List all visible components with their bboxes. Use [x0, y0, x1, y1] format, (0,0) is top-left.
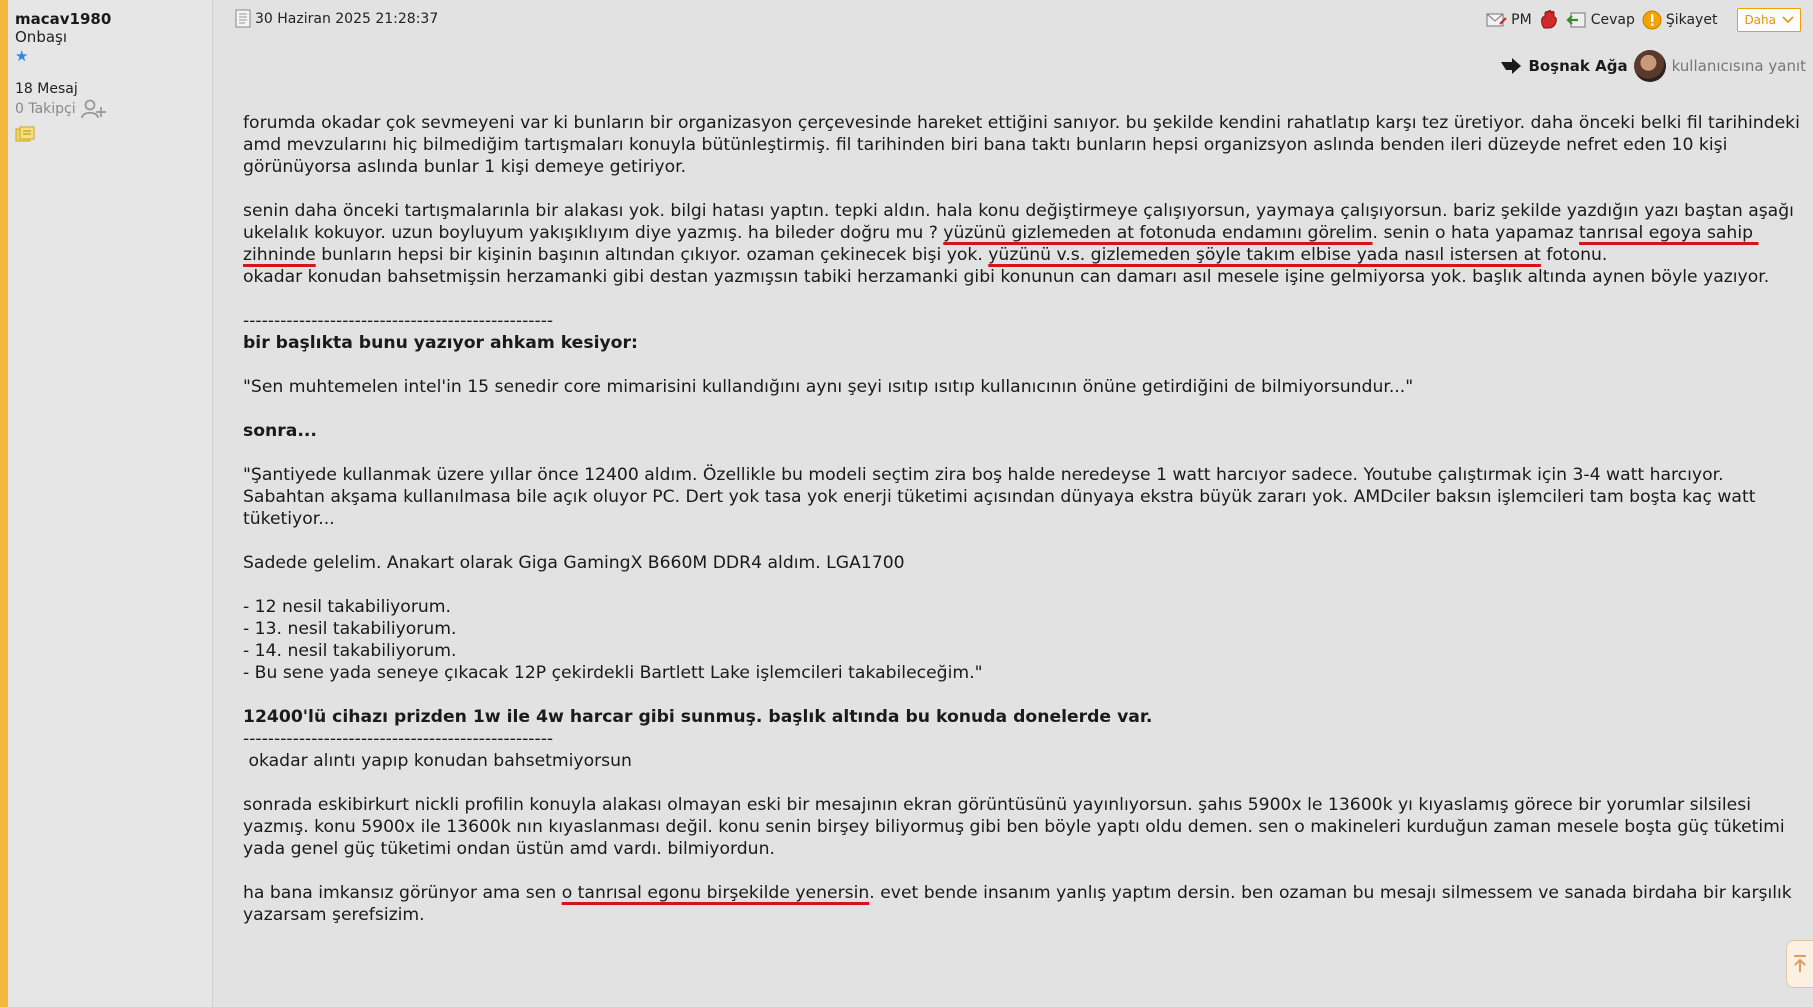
underlined-phrase-4: o tanrısal egonu birşekilde yenersin — [561, 883, 870, 903]
pm-icon — [1486, 10, 1508, 30]
post-body — [243, 112, 1806, 926]
paragraph-2-part-a: senin daha önceki tartışmalarınla bir alakası yok. bilgi hatası yaptın. tepki aldın. hala konu değiştirmeye çalışıyorsun, yaymaya çalışıyorsun. bariz şekilde yazdığın yazı baştan aşağı ukelalık kokuyor. uzun boyluyum yakışıklıyım diye yazmış. ha bileder doğru mu ? — [243, 201, 1800, 243]
chevron-down-icon — [1782, 16, 1794, 24]
reply-label: Cevap — [1590, 12, 1635, 28]
reply-target-user[interactable]: Boşnak Ağa — [1528, 57, 1628, 75]
warning-icon — [1641, 10, 1663, 30]
paragraph-6-part-b: . evet bende insanım yanlış yaptım dersin. ben ozaman bu mesajı silmessem ve sanada birdaha bir karşılık yazarsam şerefsizim. — [243, 883, 1798, 925]
reply-to-suffix: kullanıcısına yanıt — [1671, 57, 1806, 75]
rank-star-icon: ★ — [15, 47, 29, 65]
paragraph-2 — [243, 200, 1803, 266]
user-rank: Onbaşı — [15, 28, 68, 46]
post-main — [213, 0, 1813, 1007]
report-button[interactable] — [1641, 10, 1718, 30]
reply-to-line — [1500, 50, 1806, 82]
user-info-panel — [8, 0, 213, 1007]
reply-target-avatar[interactable] — [1634, 50, 1666, 82]
pm-label: PM — [1511, 12, 1532, 28]
divider-2: -------------------------------------------------- — [243, 729, 554, 749]
scroll-to-top-button[interactable] — [1786, 940, 1813, 988]
list-item-4: - Bu sene yada seneye çıkacak 12P çekirdekli Bartlett Lake işlemcileri takabileceğim." — [243, 663, 983, 683]
more-label: Daha — [1744, 13, 1776, 27]
divider-1: -------------------------------------------------- — [243, 311, 554, 331]
arrow-up-icon — [1793, 955, 1807, 973]
post-date-text: 30 Haziran 2025 21:28:37 — [255, 10, 439, 27]
report-label: Şikayet — [1665, 12, 1718, 28]
paragraph-3: okadar konudan bahsetmişsin herzamanki gibi destan yazmışsın tabiki herzamanki gibi konunun can damarı asıl mesele işine gelmiyorsa yok. başlık altında aynen böyle yazıyor. — [243, 267, 1770, 287]
paragraph-4: okadar alıntı yapıp konudan bahsetmiyorsun — [243, 751, 632, 771]
paragraph-5: sonrada eskibirkurt nickli profilin konuyla alakası olmayan eski bir mesajının ekran görüntüsünü yayınlıyorsun. şahıs 5900x le 13600k yı kıyaslamış görece bir yorumlar silsilesi yazmış. konu 5900x ile 13600k nın kıyaslanması değil. konu senin birşey biliyormuş gibi ben böyle yaptı oldu demen. sen o makineleri kurduğun zaman mesele boşta güç tüketimi yada genel güç tüketimi ondan üstün amd vardı. bilmiyordun. — [243, 795, 1791, 859]
paragraph-2-part-d: fotonu. — [1540, 245, 1608, 265]
username-link[interactable]: macav1980 — [15, 10, 112, 28]
underlined-phrase-1: yüzünü gizlemeden at fotonuda endamını görelim — [943, 223, 1373, 243]
underlined-phrase-2: tanrısal egoya sahip zihninde — [243, 223, 1759, 265]
post-actions — [1486, 8, 1801, 32]
document-icon — [235, 9, 251, 28]
list-item-1: - 12 nesil takabiliyorum. — [243, 597, 451, 617]
notes-icon[interactable] — [15, 126, 35, 144]
list-item-3: - 14. nesil takabiliyorum. — [243, 641, 457, 661]
add-follow-icon[interactable] — [80, 98, 106, 120]
more-dropdown-button[interactable] — [1737, 8, 1801, 32]
bold-heading-1: bir başlıkta bunu yazıyor ahkam kesiyor: — [243, 333, 638, 353]
paragraph-1: forumda okadar çok sevmeyeni var ki bunların bir organizasyon çerçevesinde hareket ettiğini sanıyor. bu şekilde kendini rahatlatıp karşı tez üretiyor. daha önceki belki fil tarihindeki amd mevzularını hiç bilmediğim tartışmaları konuyla bütünleştirmiş. fil tarihinden biri bana taktı bunların hepsi organizsyon aslında benden ileri düzeyde nefret eden 10 kişi görünüyorsa aslında bunlar 1 kişi demeye getiriyor. — [243, 113, 1806, 177]
paragraph-2-part-b: . senin o hata yapamaz — [1372, 223, 1580, 243]
reply-icon — [1566, 10, 1588, 30]
reply-arrow-icon — [1500, 58, 1522, 74]
underlined-phrase-3: yüzünü v.s. gizlemeden şöyle takım elbise yada nasıl istersen at — [988, 245, 1541, 265]
follower-count — [15, 98, 212, 120]
bold-heading-2: sonra... — [243, 421, 317, 441]
post-date — [235, 9, 438, 28]
block-hand-icon[interactable] — [1538, 10, 1560, 30]
follower-count-label: 0 Takipçi — [15, 101, 76, 117]
pm-button[interactable] — [1486, 10, 1532, 30]
list-item-2: - 13. nesil takabiliyorum. — [243, 619, 457, 639]
bold-heading-3: 12400'lü cihazı prizden 1w ile 4w harcar gibi sunmuş. başlık altında bu konuda donelerde var. — [243, 707, 1153, 727]
left-accent-stripe — [0, 0, 8, 1007]
reply-button[interactable] — [1566, 10, 1635, 30]
quote-3: Sadede gelelim. Anakart olarak Giga GamingX B660M DDR4 aldım. LGA1700 — [243, 553, 905, 573]
message-count: 18 Mesaj — [15, 81, 78, 97]
paragraph-6 — [243, 882, 1803, 926]
quote-2: "Şantiyede kullanmak üzere yıllar önce 12400 aldım. Özellikle bu modeli seçtim zira boş halde neredeyse 1 watt harcıyor sadece. Youtube çalıştırmak için 3-4 watt harcıyor. Sabahtan akşama kullanılmasa bile açık oluyor PC. Dert yok tasa yok enerji tüketimi açısından dünyaya ekstra büyük zararı yok. AMDciler baksın işlemcileri tam boşta kaç watt tüketiyor... — [243, 465, 1761, 529]
paragraph-6-part-a: ha bana imkansız görünyor ama sen — [243, 883, 562, 903]
quote-1: "Sen muhtemelen intel'in 15 senedir core mimarisini kullandığını aynı şeyi ısıtıp ısıtıp kullanıcının önüne getirdiğini de bilmiyorsundur..." — [243, 377, 1414, 397]
paragraph-2-part-c: bunların hepsi bir kişinin başının altından çıkıyor. ozaman çekinecek bişi yok. — [315, 245, 989, 265]
